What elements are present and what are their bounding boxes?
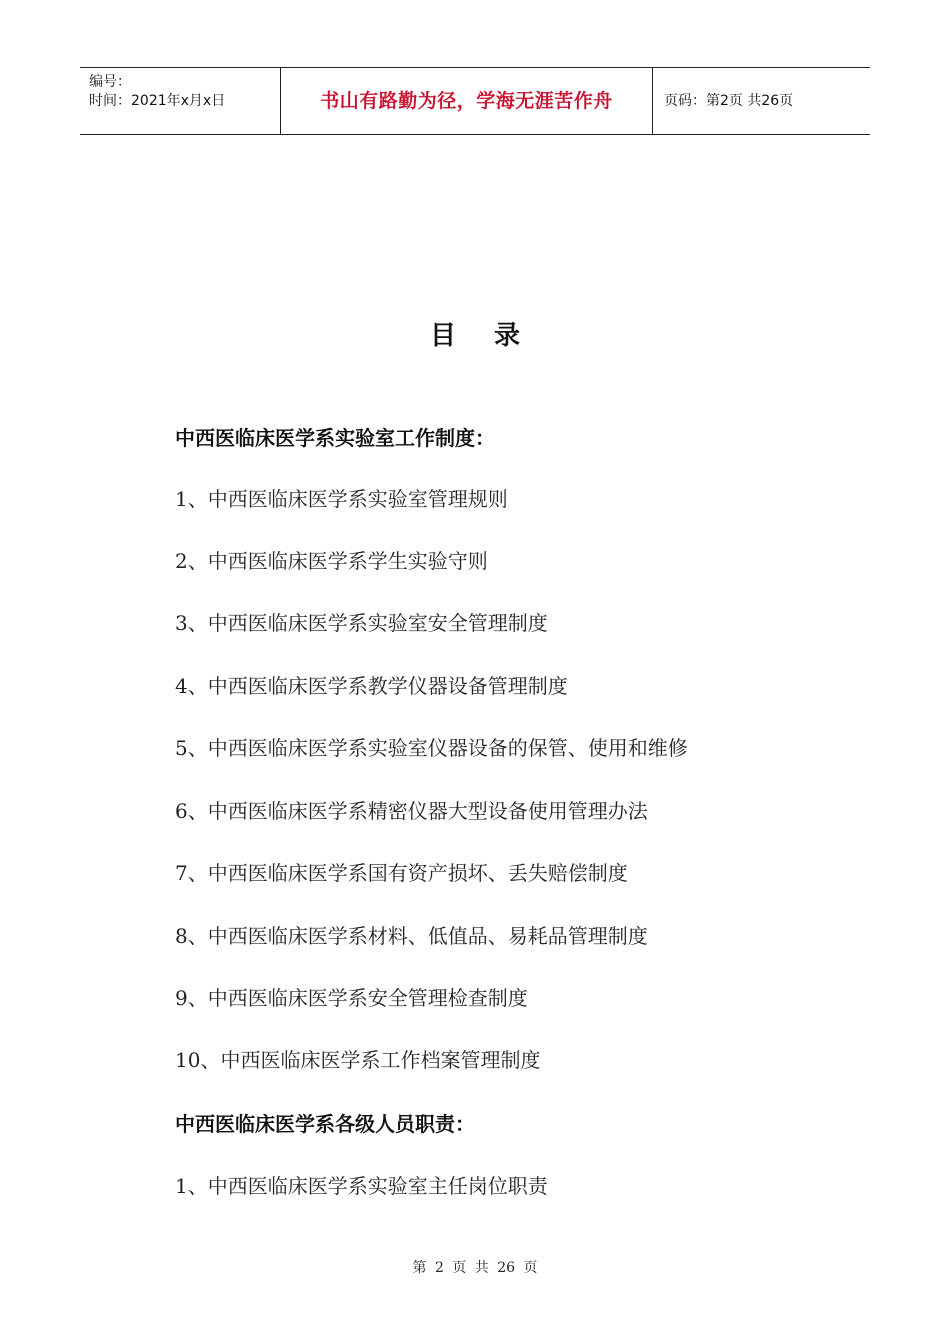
toc-item: 1、中西医临床医学系实验室主任岗位职责 <box>175 1174 548 1198</box>
toc-item: 2、中西医临床医学系学生实验守则 <box>175 549 488 573</box>
toc-item: 9、中西医临床医学系安全管理检查制度 <box>175 986 528 1010</box>
document-time-label: 时间：2021年x月x日 <box>89 93 226 109</box>
toc-item: 3、中西医临床医学系实验室安全管理制度 <box>175 611 548 635</box>
document-number-label: 编号： <box>89 74 131 90</box>
header-motto: 书山有路勤为径，学海无涯苦作舟 <box>281 68 653 134</box>
header-meta-cell <box>80 68 281 134</box>
header-page-info: 页码：第2页 共26页 <box>664 93 794 109</box>
page-footer: 第 2 页 共 26 页 <box>412 1260 538 1276</box>
toc-title: 目录 <box>429 321 558 351</box>
section-heading-lab-rules: 中西医临床医学系实验室工作制度： <box>175 426 495 450</box>
toc-item: 4、中西医临床医学系教学仪器设备管理制度 <box>175 674 568 698</box>
page-header <box>80 67 870 135</box>
toc-item: 5、中西医临床医学系实验室仪器设备的保管、使用和维修 <box>175 736 688 760</box>
toc-item: 8、中西医临床医学系材料、低值品、易耗品管理制度 <box>175 924 648 948</box>
toc-item: 1、中西医临床医学系实验室管理规则 <box>175 487 508 511</box>
toc-item: 10、中西医临床医学系工作档案管理制度 <box>175 1048 541 1072</box>
toc-item: 7、中西医临床医学系国有资产损坏、丢失赔偿制度 <box>175 861 628 885</box>
toc-item: 6、中西医临床医学系精密仪器大型设备使用管理办法 <box>175 799 648 823</box>
section-heading-staff-duties: 中西医临床医学系各级人员职责： <box>175 1112 475 1136</box>
